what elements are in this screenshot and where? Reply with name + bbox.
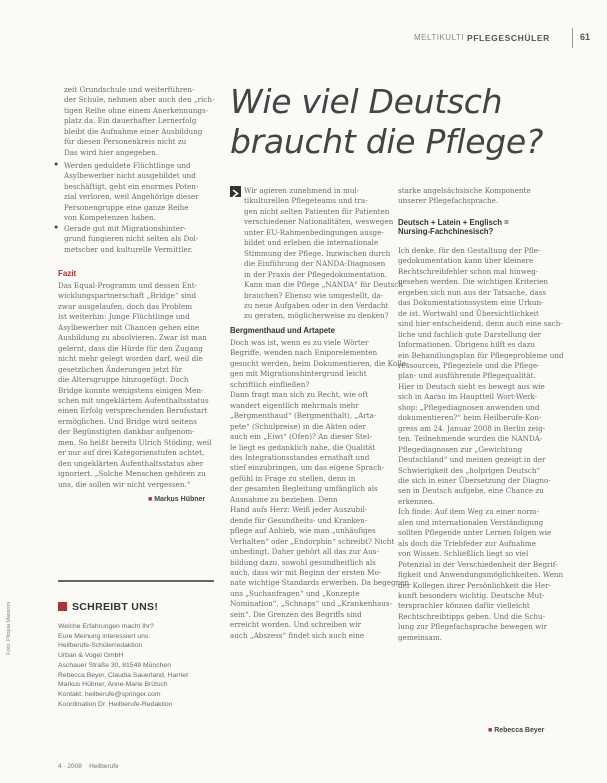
write-box-line: Heilberufe-Schülerredaktion bbox=[58, 642, 143, 650]
write-box-line: Eure Meinung interessiert uns. bbox=[58, 632, 151, 640]
text-line: von Kompetenzen haben. bbox=[64, 213, 156, 223]
text-line: Ausbildung zu absolvieren. Zwar ist man bbox=[58, 333, 207, 343]
text-line: zu geraten, möglicherweise zu denken? bbox=[244, 311, 389, 321]
text-line: pete“ (Schulpreise) in die Akten oder bbox=[230, 421, 366, 431]
middle-text-1 bbox=[244, 186, 403, 322]
text-line: alen und internationalen Verständigung bbox=[398, 517, 544, 527]
text-line: gelernt, dass die Hürde für den Zugang bbox=[58, 343, 203, 353]
write-box-line: Welche Erfahrungen macht Ihr? bbox=[58, 623, 154, 630]
right-intro bbox=[398, 186, 531, 207]
author-right-name: Rebecca Beyer bbox=[494, 727, 545, 734]
text-line: Potenzial in der Verschiedenheit der Begrif- bbox=[398, 559, 558, 569]
author-left-name: Markus Hübner bbox=[154, 496, 206, 503]
write-box-line: Rebecca Beyer, Claudia Sauerland, Harriet bbox=[58, 671, 188, 679]
text-line: Ich denke, für den Gestaltung der Pfle- bbox=[398, 246, 541, 255]
text-line: gesehen werden. Die wichtigen Kriterien bbox=[398, 277, 549, 287]
header-rubric: MELTIKULTI bbox=[414, 33, 465, 42]
text-line: Bridge konnte wenigstens einigen Men- bbox=[58, 385, 204, 395]
text-line: sollten Pflegende unter Lernen folgen wie bbox=[398, 528, 552, 538]
footer-issue: 4 · 2008 bbox=[58, 763, 82, 770]
text-line: Nomination“, „Schnaps“ und „Krankenhaus- bbox=[230, 599, 392, 609]
title-line-1: Wie viel Deutsch bbox=[230, 82, 503, 121]
write-box-title: SCHREIBT UNS! bbox=[72, 601, 159, 613]
text-line: Informationen. Übrigens hilft es dazu bbox=[398, 340, 536, 350]
text-line: de ist. Wortwahl und Übersichtlichkeit bbox=[398, 308, 539, 318]
text-line: der Begünstigten dankbar aufgenom- bbox=[58, 427, 195, 437]
text-line: tersprachler können dafür vielleicht bbox=[398, 601, 530, 611]
write-box-text bbox=[58, 622, 188, 709]
text-line: nicht mehr gelegt worden darf, weil die bbox=[58, 354, 203, 364]
bullet-icon: ● bbox=[54, 161, 59, 168]
text-line: ressourcen, Pflegeziele und die Pflege- bbox=[398, 360, 540, 370]
text-line: nate wichtige Standards erwerben. Da begegnen bbox=[230, 578, 410, 588]
text-line: schriftlich einfließen? bbox=[230, 379, 310, 389]
text-line: des Integrationsstandes ernsthaft und bbox=[230, 452, 370, 462]
text-line: uns „Suchanfragen“ und „Konzepte bbox=[230, 588, 360, 598]
text-line: zial verloren, weil Angehörige dieser bbox=[64, 192, 199, 202]
title-line-2: braucht die Pflege? bbox=[230, 122, 544, 161]
author-right: ■ Rebecca Beyer bbox=[488, 727, 545, 734]
text-line: gemeinsam. bbox=[398, 632, 442, 642]
text-line: Deutschland“ und meinen gezeigt in der bbox=[398, 455, 546, 465]
text-line: shop: „Pflegediagnosen anwenden und bbox=[398, 402, 540, 412]
text-line: Dann fragt man sich zu Recht, wie oft bbox=[230, 390, 369, 400]
middle-subhead: Bergmenthaud und Artapete bbox=[230, 326, 335, 335]
text-line: unter EU-Rahmenbedingungen ausge- bbox=[244, 227, 384, 237]
text-line: grund fungieren nicht selten als Dol- bbox=[64, 234, 199, 244]
text-line: le liegt es gedanklich nahe, die Qualität bbox=[230, 442, 376, 452]
text-line: unbedingt. Daher gehört all das zur Aus- bbox=[230, 547, 379, 557]
text-line: Das wird hier angegeben. bbox=[64, 147, 159, 157]
text-line: gedokumentation kann über kleinere bbox=[398, 256, 534, 266]
text-line: Schwierigkeit des „holprigen Deutsch“ bbox=[398, 465, 541, 475]
text-line: Ich finde: Auf dem Weg zu einer norm- bbox=[398, 507, 539, 517]
text-line: bildung dazu, sowohl gesundheitlich als bbox=[230, 557, 376, 567]
text-line: dokumentieren?“ beim Heilberufe-Kon- bbox=[398, 413, 542, 423]
text-line: Hier in Deutsch sieht es bewegt aus wie bbox=[398, 381, 545, 391]
text-line: starke angelsächsische Komponente bbox=[398, 186, 531, 195]
middle-text-2 bbox=[230, 338, 409, 641]
text-line: als doch die Triebfeder zur Aufnahme bbox=[398, 538, 536, 548]
text-line: wandert eigentlich mehrmals mehr bbox=[230, 400, 359, 410]
text-line: gen mit Migrationshintergrund leicht bbox=[230, 369, 367, 379]
text-line: stief einzubringen, um das eigene Sprach- bbox=[230, 463, 385, 473]
footer bbox=[58, 763, 119, 770]
left-bullets bbox=[54, 161, 199, 255]
text-line: plan- und ausführende Pflegequalität. bbox=[398, 371, 536, 381]
header-divider bbox=[572, 28, 573, 48]
right-subhead bbox=[398, 218, 509, 236]
text-line: Begriffe, wenden nach Emporelementen bbox=[230, 348, 378, 358]
text-line: den ungeklärten Aufenthaltsstatus aber bbox=[58, 458, 204, 468]
text-line: kunft besonders wichtig. Deutsche Mut- bbox=[398, 590, 545, 600]
text-line: uns, die sollen wir nicht vergessen.“ bbox=[58, 479, 191, 489]
text-line: platz da. Ein dauerhafter Lernerfolg bbox=[64, 116, 197, 126]
text-line: sich in Aarau im Hauptteil Wort-Werk- bbox=[398, 392, 538, 402]
write-box-marker bbox=[58, 602, 67, 611]
text-line: figkeit und Anwendungsmöglichkeiten. Wenn bbox=[398, 570, 564, 580]
text-line: in der Praxis der Pflegedokumentation. bbox=[244, 269, 388, 279]
fazit-heading: Fazit bbox=[58, 269, 77, 278]
text-line: zu neue Aufgaben oder in den Verdacht bbox=[244, 300, 389, 310]
text-line: bleibt die Aufnahme einer Ausbildung bbox=[64, 126, 203, 136]
text-line: er nur auf drei Kategorienstufen achtet, bbox=[58, 448, 205, 458]
text-line: für diesen Personenkreis nicht zu bbox=[64, 137, 187, 147]
text-line: Rechtschreibfehler schon mal hinweg- bbox=[398, 266, 539, 276]
text-line: von Wissen. Schließlich liegt so viel bbox=[398, 549, 529, 559]
text-line: pflege auf Anhieb, wie man „unhäufiges bbox=[230, 526, 376, 536]
text-line: gesucht werden, beim Dokumentieren, die Kolle- bbox=[230, 358, 409, 368]
text-line: auch „Abszess“ findet sich auch eine bbox=[230, 630, 365, 640]
text-line: sind hier entscheidend, denn auch eine sach- bbox=[398, 319, 563, 329]
text-line: gress am 24. Januar 2008 in Berlin zeig- bbox=[398, 423, 546, 433]
text-line: gefühl in Frage zu stellen, denn in bbox=[230, 473, 356, 483]
bullet-icon: ● bbox=[54, 223, 59, 231]
arrow-marker-icon bbox=[230, 186, 241, 197]
text-line: verschiedener Nationalitäten, weswegen bbox=[244, 217, 394, 227]
text-line: der gesamten Begleitung umfänglich als bbox=[230, 484, 378, 494]
text-line: Personengruppe eine ganze Reihe bbox=[64, 202, 189, 212]
text-line: erreicht worden. Und schreiben wir bbox=[230, 620, 362, 630]
photo-credit: Foto: Pitopia Massoni bbox=[6, 602, 12, 655]
write-box-line: Urban & Vogel GmbH bbox=[58, 652, 124, 660]
text-line: ein Behandlungsplan für Pflegeprobleme und bbox=[398, 350, 564, 360]
write-box-line: Kontakt: heilberufe@springer.com bbox=[58, 690, 161, 698]
text-line: Asylbewerber nicht ausgebildet und bbox=[64, 171, 196, 181]
left-intro bbox=[64, 85, 214, 158]
text-line: die sich in einer Übersetzung der Diagno- bbox=[398, 475, 551, 485]
text-line: Ausnahme zu beziehen. Denn bbox=[230, 494, 338, 504]
text-line: Doch was ist, wenn es zu viele Wörter bbox=[230, 338, 369, 347]
text-line: ergeben sich nun aus der Tatsache, dass bbox=[398, 287, 546, 297]
text-line: sen in Deutsch aufgebe, eine Chance zu bbox=[398, 486, 544, 496]
footer-magazine: Heilberufe bbox=[89, 763, 119, 770]
text-line: erkennen. bbox=[398, 496, 435, 506]
text-line: auch ein „Eiwi“ (Ofen)? An dieser Stel- bbox=[230, 432, 372, 442]
write-box-line: Aschauer Straße 30, 81549 München bbox=[58, 661, 171, 669]
text-line: die Einführung der NANDA-Diagnosen bbox=[244, 259, 386, 269]
text-line: Verhalten“ oder „Endorphin“ schreibt? Nicht bbox=[230, 536, 395, 546]
text-line: unserer Pflegefachsprache. bbox=[398, 196, 499, 206]
text-line: der Kollegen ihrer Persönlichkeit die Her- bbox=[398, 580, 552, 590]
text-line: zwar ausgelaufen, doch das Problem bbox=[58, 301, 193, 311]
text-line: Asylbewerber mit Chancen gehen eine bbox=[58, 322, 200, 332]
text-line: ignoriert. „Solche Menschen gehören zu bbox=[58, 469, 206, 479]
write-box-line: Markus Hübner, Anne-Marie Brütsch bbox=[58, 681, 168, 689]
fazit-text bbox=[58, 281, 212, 490]
write-box-line: Koordination Dr. Heilberufe-Redaktion bbox=[58, 700, 173, 708]
text-line: ist weiterhin: Junge Flüchtlinge und bbox=[58, 312, 190, 322]
text-line: wicklungspartnerschaft „Bridge“ sind bbox=[58, 291, 197, 301]
write-box-rule bbox=[58, 580, 214, 582]
text-line: einen Erfolg versprechenden Berufsstart bbox=[58, 406, 208, 416]
text-line: brauchen? Ebenso wie umgestellt, da- bbox=[244, 290, 384, 300]
text-line: metscher und kulturelle Vermittler. bbox=[64, 244, 193, 254]
text-line: Werden geduldete Flüchtlinge und bbox=[64, 161, 191, 170]
text-line: gen nicht selten Patienten für Patienten bbox=[244, 206, 390, 216]
text-line: tikulturellen Pflegeteams und tra- bbox=[244, 196, 368, 206]
text-line: men. So heißt bereits Ulrich Stöding, weil bbox=[58, 437, 212, 447]
right-subhead-line-1: Deutsch + Latein + Englisch = bbox=[398, 218, 509, 227]
text-line: zeit Grundschule und weiterführen- bbox=[64, 85, 195, 94]
text-line: der Schule, nehmen aber auch den „rich- bbox=[64, 95, 215, 105]
text-line: ermöglichen. Und Bridge wird seitens bbox=[58, 416, 197, 426]
text-line: Kann man die Pflege „NANDA“ für Deutsch bbox=[244, 280, 403, 290]
right-text bbox=[398, 246, 564, 643]
text-line: ten. Teilnehmende wurden die NANDA- bbox=[398, 434, 543, 444]
text-line: das Dokumentationssystem eine Urkun- bbox=[398, 298, 544, 308]
right-subhead-line-2: Nursing-Fachchinesisch? bbox=[398, 227, 494, 236]
bullet-item bbox=[54, 224, 199, 255]
bullet-item bbox=[54, 161, 199, 224]
text-line: dende für Gesundheits- und Kranken- bbox=[230, 515, 368, 525]
text-line: Pflegediagnosen zur „Gewichtung bbox=[398, 444, 523, 454]
author-left: ■ Markus Hübner bbox=[148, 496, 206, 503]
text-line: gesetzlichen Änderungen jetzt für bbox=[58, 364, 183, 374]
text-line: Hand aufs Herz: Weiß jeder Auszubil- bbox=[230, 505, 368, 515]
text-line: Wir agieren zunehmend in mul- bbox=[244, 186, 360, 195]
text-line: die Altersgruppe hinzugefügt. Doch bbox=[58, 375, 189, 385]
text-line: bildet und erleben die internationale bbox=[244, 238, 379, 248]
text-line: lung zur Pflegefachsprache bewegen wir bbox=[398, 622, 548, 632]
text-line: beschäftigt, geht ein enormes Poten- bbox=[64, 181, 199, 191]
text-line: liche und fachlich gute Darstellung der bbox=[398, 329, 542, 339]
text-line: tigen Reihe ohne einem Anerkennungs- bbox=[64, 105, 209, 115]
article-title bbox=[230, 82, 543, 162]
text-line: Stimmung der Pflege. Inzwischen durch bbox=[244, 248, 391, 258]
text-line: Gerade gut mit Migrationshinter- bbox=[64, 223, 186, 233]
header-section: PFLEGESCHÜLER bbox=[467, 33, 550, 43]
text-line: auch, dass wir mit Beginn der ersten Mo- bbox=[230, 567, 382, 577]
text-line: Das Equal-Programm und dessen Ent- bbox=[58, 281, 198, 290]
text-line: schen mit ungeklärtem Aufenthaltsstatus bbox=[58, 395, 209, 405]
page-number: 61 bbox=[580, 32, 591, 42]
text-line: „Bergmenthaud“ (Bergmenthalt), „Arta- bbox=[230, 411, 377, 421]
text-line: sein“. Die Grenzen des Begriffs sind bbox=[230, 609, 362, 619]
text-line: Rechtschreibtipps geben. Und die Schu- bbox=[398, 611, 546, 621]
